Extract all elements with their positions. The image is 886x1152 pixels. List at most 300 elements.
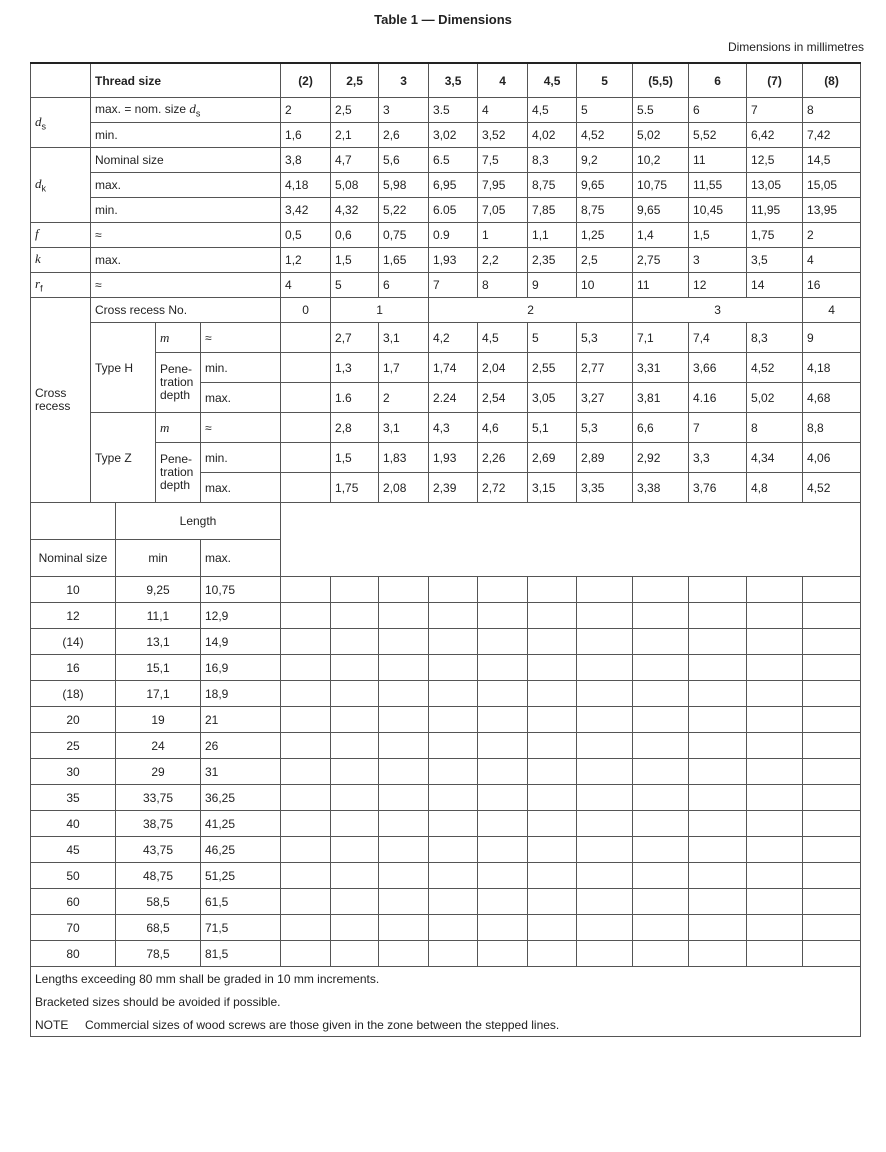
value-cell: 16 [803,273,861,298]
thread-size-value: 6 [689,63,747,98]
value-cell: 4,3 [429,413,478,443]
value-cell: 2,7 [331,323,379,353]
length-max: 36,25 [201,785,281,811]
penetration-depth-label: Pene-tration depth [156,353,201,413]
value-cell: 3,35 [577,473,633,503]
value-cell: 2,35 [528,248,577,273]
length-value-cell [747,655,803,681]
thread-size-value: 4 [478,63,528,98]
value-cell: 4,34 [747,443,803,473]
value-cell: 1,6 [281,123,331,148]
length-value-cell [379,915,429,941]
length-nominal: 45 [31,837,116,863]
value-cell: 11,55 [689,173,747,198]
length-value-cell [577,785,633,811]
symbol-ds: $d_s$ [31,98,91,148]
length-nominal: 16 [31,655,116,681]
value-cell: 3,31 [633,353,689,383]
length-value-cell [478,811,528,837]
length-value-cell [577,707,633,733]
length-min: 19 [116,707,201,733]
table-row [31,123,861,148]
value-cell: 7 [747,98,803,123]
length-value-cell [747,707,803,733]
value-cell: 7,95 [478,173,528,198]
length-value-cell [281,785,331,811]
length-value-cell [633,603,689,629]
approx-label: ≈ [201,413,281,443]
symbol-k: k [31,248,91,273]
length-min: 24 [116,733,201,759]
length-min: 48,75 [116,863,201,889]
value-cell [281,383,331,413]
length-max: 14,9 [201,629,281,655]
min-label: min. [201,443,281,473]
length-value-cell [577,889,633,915]
value-cell: 4,32 [331,198,379,223]
length-label: Length [116,503,281,540]
length-nominal: 25 [31,733,116,759]
value-cell: 4,5 [528,98,577,123]
table-row [31,785,861,811]
length-value-cell [478,733,528,759]
length-min: 43,75 [116,837,201,863]
value-cell: 2,89 [577,443,633,473]
length-value-cell [633,889,689,915]
value-cell: 2,04 [478,353,528,383]
table-row [31,863,861,889]
value-cell: 0,5 [281,223,331,248]
length-value-cell [577,941,633,967]
length-value-cell [281,707,331,733]
length-value-cell [747,759,803,785]
length-value-cell [281,811,331,837]
value-cell: 1,93 [429,443,478,473]
row-description: min. [91,123,281,148]
length-nominal: 20 [31,707,116,733]
value-cell: 1,65 [379,248,429,273]
value-cell: 12,5 [747,148,803,173]
length-value-cell [478,577,528,603]
length-value-cell [528,707,577,733]
length-value-cell [689,681,747,707]
value-cell: 2,69 [528,443,577,473]
units-note: Dimensions in millimetres [727,40,864,54]
length-value-cell [528,811,577,837]
value-cell: 8,3 [528,148,577,173]
length-value-cell [633,733,689,759]
cross-recess-number: 1 [331,298,429,323]
length-value-cell [803,707,861,733]
length-value-cell [803,629,861,655]
value-cell: 8,8 [803,413,861,443]
value-cell: 7,42 [803,123,861,148]
type-label: Type Z [91,413,156,503]
value-cell: 1.6 [331,383,379,413]
length-value-cell [281,837,331,863]
value-cell: 0,6 [331,223,379,248]
length-value-cell [747,889,803,915]
table-row [31,733,861,759]
symbol-f: f [31,223,91,248]
length-value-cell [379,837,429,863]
length-value-cell [429,863,478,889]
value-cell: 14 [747,273,803,298]
length-value-cell [633,681,689,707]
length-value-cell [429,941,478,967]
length-min: 33,75 [116,785,201,811]
value-cell: 2,54 [478,383,528,413]
length-value-cell [478,629,528,655]
value-cell: 9 [528,273,577,298]
length-nominal: 80 [31,941,116,967]
value-cell: 6.05 [429,198,478,223]
row-description: Nominal size [91,148,281,173]
length-value-cell [689,759,747,785]
length-value-cell [577,629,633,655]
length-value-cell [379,707,429,733]
table-title: Table 1 — Dimensions [374,12,512,27]
value-cell: 4,5 [478,323,528,353]
max-label: max. [201,383,281,413]
length-value-cell [281,603,331,629]
value-cell: 3,52 [478,123,528,148]
length-value-cell [331,941,379,967]
value-cell: 8,3 [747,323,803,353]
length-value-cell [689,837,747,863]
length-value-cell [331,733,379,759]
value-cell: 1,75 [331,473,379,503]
table-note: Bracketed sizes should be avoided if possible. [31,990,861,1013]
value-cell: 1,5 [331,443,379,473]
value-cell: 7,85 [528,198,577,223]
table-row [31,98,861,123]
value-cell: 3,5 [747,248,803,273]
value-cell: 0,75 [379,223,429,248]
table-row [31,353,861,383]
value-cell: 2,92 [633,443,689,473]
length-value-cell [689,811,747,837]
length-max: 46,25 [201,837,281,863]
value-cell: 2,8 [331,413,379,443]
length-value-cell [747,629,803,655]
length-value-cell [478,759,528,785]
length-min: 11,1 [116,603,201,629]
length-value-cell [429,889,478,915]
value-cell: 5,08 [331,173,379,198]
value-cell: 5.5 [633,98,689,123]
thread-size-value: 3,5 [429,63,478,98]
value-cell: 8,75 [528,173,577,198]
value-cell: 1,74 [429,353,478,383]
length-nominal: 60 [31,889,116,915]
length-value-cell [281,733,331,759]
value-cell: 5 [577,98,633,123]
length-value-cell [478,915,528,941]
value-cell: 4,52 [577,123,633,148]
length-max: 61,5 [201,889,281,915]
table-row [31,967,861,991]
length-value-cell [478,655,528,681]
value-cell: 3,1 [379,323,429,353]
length-value-cell [528,577,577,603]
value-cell: 1,83 [379,443,429,473]
length-max: 71,5 [201,915,281,941]
length-value-cell [331,811,379,837]
value-cell: 3,05 [528,383,577,413]
length-value-cell [689,863,747,889]
value-cell: 2,5 [331,98,379,123]
length-value-cell [803,915,861,941]
length-value-cell [429,655,478,681]
row-description: ≈ [91,223,281,248]
length-max: 18,9 [201,681,281,707]
length-value-cell [689,733,747,759]
length-max: 26 [201,733,281,759]
value-cell: 8 [747,413,803,443]
length-nominal: 12 [31,603,116,629]
length-value-cell [528,603,577,629]
length-value-cell [478,785,528,811]
value-cell: 4,18 [281,173,331,198]
thread-size-value: (8) [803,63,861,98]
length-value-cell [379,655,429,681]
value-cell: 13,05 [747,173,803,198]
value-cell: 5,6 [379,148,429,173]
length-value-cell [331,785,379,811]
value-cell: 3,1 [379,413,429,443]
value-cell: 3,8 [281,148,331,173]
length-value-cell [577,733,633,759]
length-value-cell [379,863,429,889]
length-value-cell [379,889,429,915]
table-row [31,148,861,173]
length-value-cell [747,915,803,941]
length-max: 12,9 [201,603,281,629]
value-cell: 6 [689,98,747,123]
length-value-cell [281,941,331,967]
length-value-cell [478,603,528,629]
table-row [31,198,861,223]
value-cell: 1,5 [331,248,379,273]
value-cell: 2,39 [429,473,478,503]
length-value-cell [747,941,803,967]
nominal-size-label: Nominal size [31,540,116,577]
thread-size-value: 5 [577,63,633,98]
length-value-cell [633,811,689,837]
table-row [31,413,861,443]
min-label: min. [201,353,281,383]
value-cell: 15,05 [803,173,861,198]
length-nominal: (18) [31,681,116,707]
value-cell: 2,2 [478,248,528,273]
length-min: 68,5 [116,915,201,941]
length-value-cell [689,655,747,681]
length-value-cell [803,681,861,707]
length-value-cell [689,915,747,941]
length-value-cell [803,811,861,837]
value-cell: 6,95 [429,173,478,198]
value-cell: 13,95 [803,198,861,223]
length-value-cell [429,577,478,603]
length-value-cell [689,603,747,629]
length-value-cell [478,941,528,967]
length-value-cell [528,941,577,967]
length-value-cell [747,837,803,863]
value-cell: 4.16 [689,383,747,413]
length-value-cell [633,941,689,967]
length-value-cell [528,915,577,941]
value-cell: 1,1 [528,223,577,248]
length-value-cell [528,629,577,655]
length-value-cell [803,603,861,629]
value-cell: 4,7 [331,148,379,173]
table-row [31,298,861,323]
value-cell: 7,1 [633,323,689,353]
value-cell: 5,22 [379,198,429,223]
thread-size-value: (7) [747,63,803,98]
thread-size-value: 4,5 [528,63,577,98]
value-cell: 11,95 [747,198,803,223]
length-min: 29 [116,759,201,785]
value-cell: 1,7 [379,353,429,383]
value-cell: 3,02 [429,123,478,148]
length-value-cell [633,629,689,655]
length-nominal: 30 [31,759,116,785]
length-value-cell [577,603,633,629]
table-row [31,655,861,681]
length-max: 21 [201,707,281,733]
value-cell: 3,76 [689,473,747,503]
table-row [31,1013,861,1037]
length-value-cell [633,915,689,941]
max-label: max. [201,473,281,503]
length-value-cell [379,811,429,837]
row-description: min. [91,198,281,223]
row-description: max. = nom. size $d_s$ [91,98,281,123]
value-cell: 4,18 [803,353,861,383]
value-cell: 1,93 [429,248,478,273]
value-cell: 4,2 [429,323,478,353]
length-nominal: 10 [31,577,116,603]
value-cell: 9,2 [577,148,633,173]
length-value-cell [379,681,429,707]
value-cell: 8 [478,273,528,298]
value-cell: 5,3 [577,413,633,443]
length-min-label: min [116,540,201,577]
length-value-cell [331,863,379,889]
length-value-cell [331,603,379,629]
length-value-cell [429,915,478,941]
value-cell: 2 [379,383,429,413]
length-value-cell [803,733,861,759]
length-value-cell [379,629,429,655]
thread-size-value: 2,5 [331,63,379,98]
value-cell: 10,45 [689,198,747,223]
value-cell: 11 [689,148,747,173]
symbol-rf: $r_f$ [31,273,91,298]
length-value-cell [528,889,577,915]
table-row [31,273,861,298]
length-value-cell [331,629,379,655]
length-value-cell [528,733,577,759]
value-cell: 4,52 [803,473,861,503]
length-value-cell [429,629,478,655]
length-nominal: 35 [31,785,116,811]
value-cell: 9 [803,323,861,353]
length-value-cell [633,785,689,811]
length-value-cell [577,915,633,941]
table-row [31,759,861,785]
table-row [31,323,861,353]
length-value-cell [281,759,331,785]
value-cell: 7,5 [478,148,528,173]
length-value-cell [577,759,633,785]
length-value-cell [528,759,577,785]
length-value-cell [331,889,379,915]
value-cell: 6,6 [633,413,689,443]
length-value-cell [747,603,803,629]
value-cell: 3,27 [577,383,633,413]
length-value-cell [281,863,331,889]
table-row [31,577,861,603]
value-cell: 8 [803,98,861,123]
value-cell: 10,75 [633,173,689,198]
length-value-cell [747,733,803,759]
thread-size-value: (2) [281,63,331,98]
value-cell: 0.9 [429,223,478,248]
length-value-cell [281,889,331,915]
value-cell: 8,75 [577,198,633,223]
length-nominal: (14) [31,629,116,655]
length-value-cell [528,863,577,889]
value-cell: 7 [429,273,478,298]
length-nominal: 40 [31,811,116,837]
length-min: 17,1 [116,681,201,707]
length-max: 51,25 [201,863,281,889]
length-value-cell [689,629,747,655]
length-value-cell [281,655,331,681]
value-cell: 1 [478,223,528,248]
value-cell: 4,8 [747,473,803,503]
length-value-cell [379,785,429,811]
value-cell: 9,65 [633,198,689,223]
length-min: 78,5 [116,941,201,967]
length-nominal: 50 [31,863,116,889]
length-value-cell [577,863,633,889]
value-cell [281,473,331,503]
table-row [31,173,861,198]
value-cell: 3,38 [633,473,689,503]
cross-recess-number: 2 [429,298,633,323]
thread-size-value: 3 [379,63,429,98]
value-cell: 3 [379,98,429,123]
table-row [31,63,861,98]
value-cell: 1,5 [689,223,747,248]
value-cell: 3.5 [429,98,478,123]
length-value-cell [379,733,429,759]
length-value-cell [429,785,478,811]
table-row [31,629,861,655]
cross-recess-no-label: Cross recess No. [91,298,281,323]
length-value-cell [689,707,747,733]
value-cell: 1,2 [281,248,331,273]
row-description: max. [91,173,281,198]
length-value-cell [528,681,577,707]
table-row [31,811,861,837]
length-value-cell [331,837,379,863]
m-label: m [156,413,201,443]
